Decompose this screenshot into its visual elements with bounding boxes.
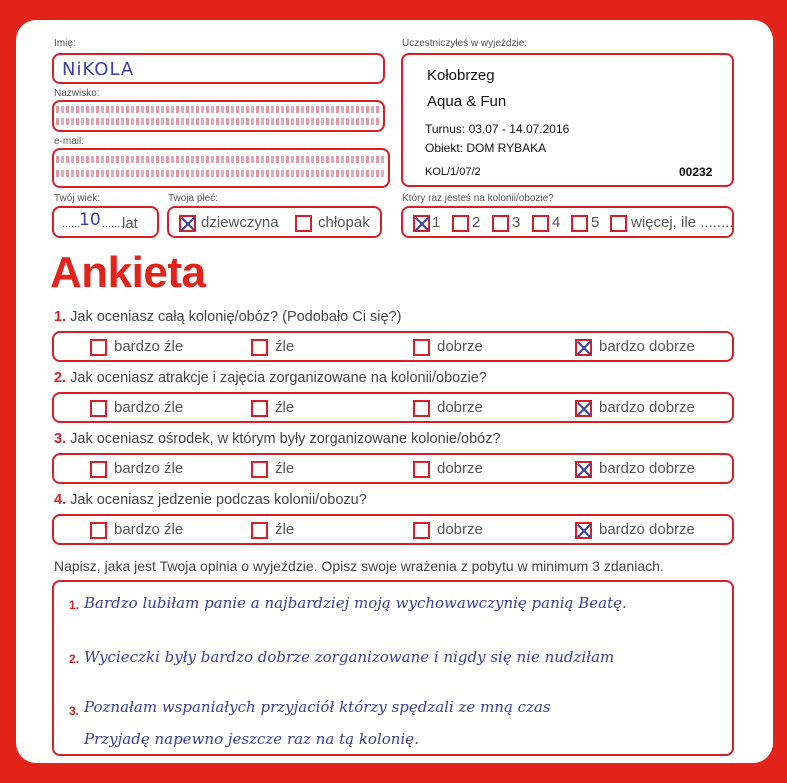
last-name-field[interactable] xyxy=(52,100,385,132)
rating-checkbox[interactable] xyxy=(413,400,430,417)
rating-option-label: źle xyxy=(275,521,295,538)
redaction-mark xyxy=(56,170,386,177)
rating-option-label: źle xyxy=(275,399,295,416)
rating-option-label: bardzo dobrze xyxy=(599,521,695,538)
rating-checkbox[interactable] xyxy=(413,461,430,478)
rating-option-label: dobrze xyxy=(437,521,483,538)
email-label: e-mail: xyxy=(54,136,85,147)
opinion-line-2: Wycieczki były bardzo dobrze zorganizowane i nigdy się nie nudziłam xyxy=(84,648,615,666)
rating-option-label: bardzo źle xyxy=(114,399,184,416)
rating-option-label: bardzo źle xyxy=(114,521,184,538)
question-2-text xyxy=(54,370,487,386)
rating-option-label: dobrze xyxy=(437,338,483,355)
redaction-mark xyxy=(56,118,381,125)
times-field xyxy=(401,206,734,238)
question-number: 1. xyxy=(54,309,67,325)
opinion-line-num: 1. xyxy=(69,598,80,612)
age-label: Twój wiek: xyxy=(54,193,101,204)
redaction-mark xyxy=(56,156,386,163)
rating-checkbox[interactable] xyxy=(575,522,592,539)
gender-label: Twoja płeć: xyxy=(168,193,219,204)
rating-checkbox[interactable] xyxy=(575,339,592,356)
gender-checkbox-girl[interactable] xyxy=(179,215,196,232)
question-number: 4. xyxy=(54,492,67,508)
times-checkbox-more[interactable] xyxy=(610,215,627,232)
redaction-mark xyxy=(56,106,381,113)
rating-checkbox[interactable] xyxy=(90,522,107,539)
rating-checkbox[interactable] xyxy=(90,400,107,417)
rating-option-label: bardzo dobrze xyxy=(599,460,695,477)
opinion-line-1: Bardzo lubiłam panie a najbardziej moją wychowawczynię panią Beatę. xyxy=(84,594,627,612)
question-label: Jak oceniasz atrakcje i zajęcia zorganizowane na kolonii/obozie? xyxy=(70,370,487,386)
rating-option-label: bardzo dobrze xyxy=(599,399,695,416)
question-3-text xyxy=(54,431,501,447)
rating-checkbox[interactable] xyxy=(575,400,592,417)
age-field[interactable] xyxy=(52,206,159,238)
question-1-options xyxy=(52,331,734,362)
times-checkbox-5[interactable] xyxy=(571,215,588,232)
rating-option-label: źle xyxy=(275,338,295,355)
gender-field xyxy=(167,206,382,238)
rating-option-label: bardzo źle xyxy=(114,338,184,355)
question-label: Jak oceniasz ośrodek, w którym były zorganizowane kolonie/obóz? xyxy=(70,431,501,447)
question-2-options xyxy=(52,392,734,423)
first-name-field[interactable] xyxy=(52,53,385,84)
age-dots-right: ....... xyxy=(102,218,124,230)
times-option-2: 2 xyxy=(472,214,481,231)
rating-checkbox[interactable] xyxy=(413,522,430,539)
age-value: 10 xyxy=(79,210,101,230)
times-option-3: 3 xyxy=(512,214,521,231)
opinion-line-3: Poznałam wspaniałych przyjaciół którzy spędzali ze mną czas xyxy=(84,698,551,716)
rating-checkbox[interactable] xyxy=(251,400,268,417)
opinion-line-num: 2. xyxy=(69,652,80,666)
age-unit: lat xyxy=(122,215,138,232)
question-number: 3. xyxy=(54,431,67,447)
rating-option-label: źle xyxy=(275,460,295,477)
survey-sheet xyxy=(16,20,773,763)
opinion-line-num: 3. xyxy=(69,704,80,718)
times-checkbox-1[interactable] xyxy=(413,215,430,232)
rating-option-label: bardzo dobrze xyxy=(599,338,695,355)
trip-obiekt: Obiekt: DOM RYBAKA xyxy=(425,141,547,155)
times-checkbox-2[interactable] xyxy=(452,215,469,232)
rating-checkbox[interactable] xyxy=(413,339,430,356)
rating-checkbox[interactable] xyxy=(90,461,107,478)
trip-number: 00232 xyxy=(679,165,713,179)
times-label: Który raz jesteś na kolonii/obozie? xyxy=(402,193,554,204)
gender-option-boy: chłopak xyxy=(318,214,370,231)
trip-box xyxy=(401,53,734,187)
rating-option-label: dobrze xyxy=(437,460,483,477)
question-label: Jak oceniasz jedzenie podczas kolonii/obozu? xyxy=(70,492,367,508)
page-title: Ankieta xyxy=(50,248,206,297)
question-4-options xyxy=(52,514,734,545)
rating-checkbox[interactable] xyxy=(251,522,268,539)
rating-checkbox[interactable] xyxy=(251,461,268,478)
email-field[interactable] xyxy=(52,148,390,188)
trip-label: Uczestniczyłeś w wyjeździe: xyxy=(402,38,528,49)
trip-turnus: Turnus: 03.07 - 14.07.2016 xyxy=(425,122,570,136)
opinion-box[interactable] xyxy=(52,580,734,756)
first-name-value: NiKOLA xyxy=(62,59,135,80)
trip-city: Kołobrzeg xyxy=(427,67,495,84)
times-option-4: 4 xyxy=(552,214,561,231)
times-option-1: 1 xyxy=(432,214,441,231)
gender-option-girl: dziewczyna xyxy=(201,214,279,231)
first-name-label: Imię: xyxy=(54,38,76,49)
question-1-text xyxy=(54,309,401,325)
trip-program: Aqua & Fun xyxy=(427,93,507,110)
times-checkbox-4[interactable] xyxy=(532,215,549,232)
last-name-label: Nazwisko: xyxy=(54,88,100,99)
rating-checkbox[interactable] xyxy=(90,339,107,356)
question-number: 2. xyxy=(54,370,67,386)
question-4-text xyxy=(54,492,367,508)
question-label: Jak oceniasz całą kolonię/obóz? (Podobało Ci się?) xyxy=(70,309,402,325)
opinion-prompt: Napisz, jaka jest Twoja opinia o wyjeździe. Opisz swoje wrażenia z pobytu w minimum 3 zdaniach. xyxy=(54,558,664,574)
times-option-more: więcej, ile ........ xyxy=(631,214,734,231)
opinion-line-4: Przyjadę napewno jeszcze raz na tą kolonię. xyxy=(84,730,419,748)
times-option-5: 5 xyxy=(591,214,600,231)
age-dots-left: ...... xyxy=(62,218,81,230)
rating-checkbox[interactable] xyxy=(575,461,592,478)
times-checkbox-3[interactable] xyxy=(492,215,509,232)
rating-option-label: bardzo źle xyxy=(114,460,184,477)
question-3-options xyxy=(52,453,734,484)
rating-checkbox[interactable] xyxy=(251,339,268,356)
gender-checkbox-boy[interactable] xyxy=(295,215,312,232)
rating-option-label: dobrze xyxy=(437,399,483,416)
trip-code: KOL/1/07/2 xyxy=(425,166,481,178)
